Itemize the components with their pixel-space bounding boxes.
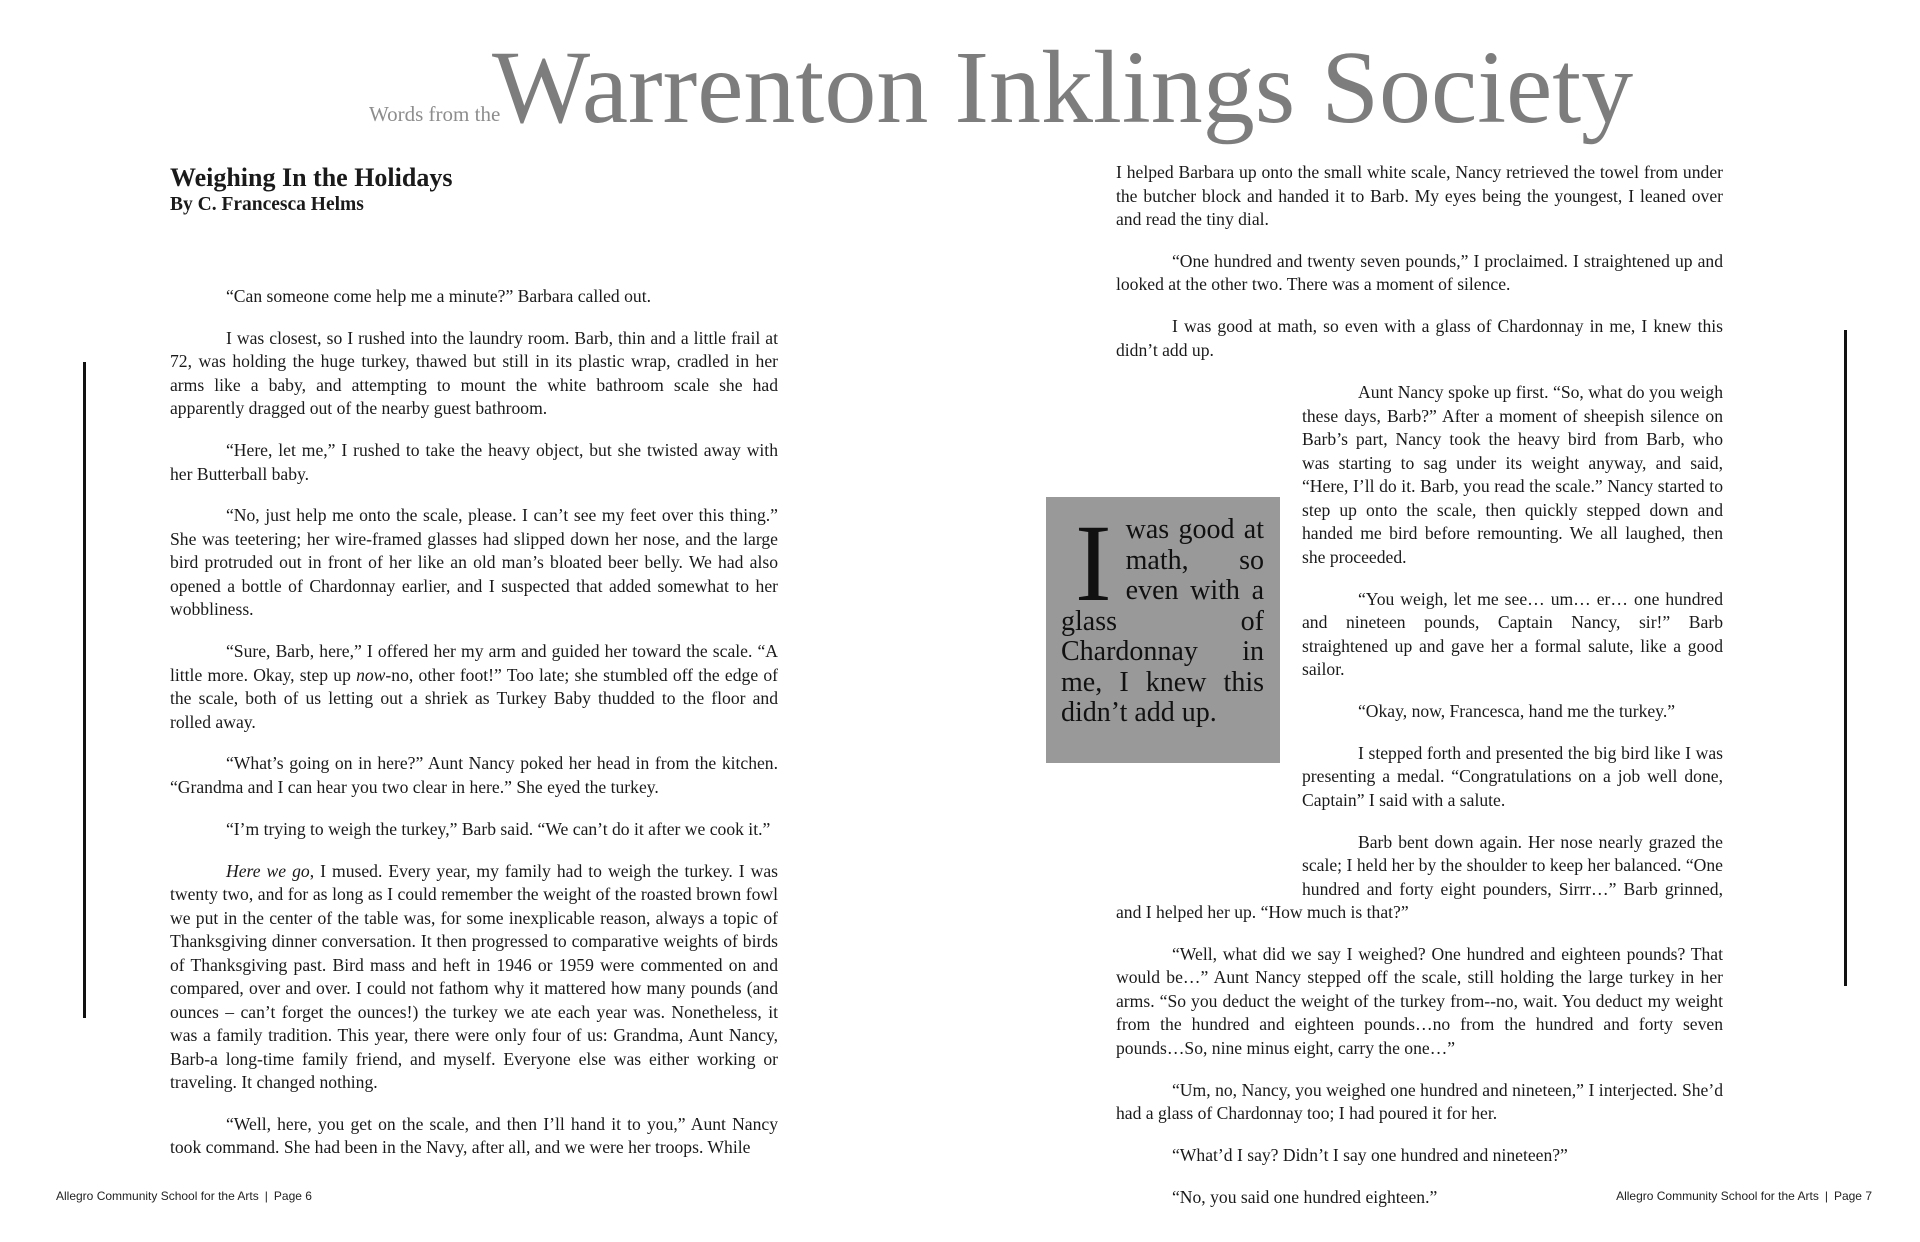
paragraph: “What’d I say? Didn’t I say one hundred and nineteen?” [1172, 1144, 1568, 1165]
footer-page-number: Page 7 [1833, 1189, 1872, 1203]
footer-right [1616, 1189, 1872, 1203]
paragraph: “I’m trying to weigh the turkey,” Barb said. “We can’t do it after we cook it.” [226, 818, 771, 839]
footer-separator: | [264, 1189, 268, 1203]
paragraph: “Can someone come help me a minute?” Barbara called out. [226, 286, 652, 306]
paragraph: “No, you said one hundred eighteen.” [1172, 1186, 1438, 1207]
paragraph: “Okay, now, Francesca, hand me the turkey.” [1358, 700, 1676, 721]
footer-left [56, 1189, 312, 1203]
story-byline: By C. Francesca Helms [170, 194, 364, 215]
paragraph: “Sure, Barb, here,” I offered her my arm and guided her toward the scale. “A little more. Okay, step up now-no, other foot!” Too late; she stumbled off the edge of the scale, both of us letting out a shriek as Turkey Baby thudded to the floor and rolled away. [170, 641, 778, 732]
paragraph: I was good at math, so even with a glass of Chardonnay in me, I knew this didn’t add up. [1116, 316, 1723, 360]
paragraph: Aunt Nancy spoke up first. “So, what do you weigh these days, Barb?” After a moment of sheepish silence on Barb’s part, Nancy took the heavy bird from Barb, who was starting to sag under its weight anyway, and said, “Here, I’ll do it. Barb, you read the scale.” Nancy started to step up onto the scale, then quickly stepped down and handed me bird before remounting. We all laughed, then she proceeded. [1302, 382, 1723, 567]
right-margin-rule [1844, 330, 1847, 986]
left-column [170, 285, 778, 1178]
footer-school: Allegro Community School for the Arts [56, 1189, 259, 1203]
footer-school: Allegro Community School for the Arts [1616, 1189, 1819, 1203]
pull-quote-drop-cap: I [1075, 502, 1112, 624]
paragraph: Barb bent down again. Her nose nearly grazed the scale; I held her by the shoulder to keep her balanced. “One hundred and forty eight pounders, Sirrr…” Barb grinned, and I helped her up. “How much is that?” [1116, 831, 1723, 923]
paragraph: “Here, let me,” I rushed to take the heavy object, but she twisted away with her Butterball baby. [170, 440, 778, 484]
story-title: Weighing In the Holidays [170, 163, 453, 192]
paragraph: I helped Barbara up onto the small white scale, Nancy retrieved the towel from under the butcher block and handed it to Barb. My eyes being the youngest, I leaned over and read the tiny dial. [1116, 162, 1723, 229]
masthead-title: Warrenton Inklings Society [492, 30, 1634, 145]
pull-quote-text: was good at math, so even with a glass of Chardonnay in me, I knew this didn’t add up. [1061, 514, 1264, 728]
paragraph: “You weigh, let me see… um… er… one hundred and nineteen pounds, Captain Nancy, sir!” Barb straightened up and gave her a formal salute, like a good sailor. [1302, 588, 1723, 680]
masthead [0, 30, 1920, 145]
paragraph: “One hundred and twenty seven pounds,” I proclaimed. I straightened up and looked at the other two. There was a moment of silence. [1116, 250, 1723, 295]
pull-quote [1046, 497, 1280, 763]
left-margin-rule [83, 362, 86, 1018]
paragraph: “Well, here, you get on the scale, and then I’ll hand it to you,” Aunt Nancy took command. She had been in the Navy, after all, and we were her troops. While [170, 1113, 778, 1158]
masthead-kicker: Words from the [369, 102, 501, 126]
paragraph: “What’s going on in here?” Aunt Nancy poked her head in from the kitchen. “Grandma and I can hear you two clear in here.” She eyed the turkey. [170, 753, 778, 797]
footer-page-number: Page 6 [273, 1189, 312, 1203]
paragraph: “No, just help me onto the scale, please. I can’t see my feet over this thing.” She was teetering; her wire-framed glasses had slipped down her nose, and the large bird protruded out in front of her like an old man’s bloated beer belly. We had also opened a bottle of Chardonnay earlier, and I suspected that added somewhat to her wobbliness. [170, 505, 778, 620]
paragraph: Here we go, I mused. Every year, my family had to weigh the turkey. I was twenty two, and for as long as I could remember the weight of the roasted brown fowl we put in the center of the table was, for some inexplicable reason, always a topic of Thanksgiving dinner conversation. It then progressed to comparative weights of birds of Thanksgiving past. Bird mass and heft in 1946 or 1959 were commented on and compared, over and over. I could not fathom why it mattered how many pounds (and ounces – can’t forget the ounces!) the turkey we ate each year was. Nonetheless, it was a family tradition. This year, there were only four of us: Grandma, Aunt Nancy, Barb-a long-time family friend, and myself. Everyone else was either working or traveling. It changed nothing. [170, 860, 779, 1093]
paragraph: “Well, what did we say I weighed? One hundred and eighteen pounds? That would be…” Aunt Nancy stepped off the scale, still holding the large turkey in her arms. “So you deduct the weight of the turkey from--no, wait. You deduct my weight from the hundred and eighteen pounds…no from the hundred and forty seven pounds…So, nine minus eight, carry the one…” [1116, 943, 1723, 1058]
paragraph: I was closest, so I rushed into the laundry room. Barb, thin and a little frail at 72, was holding the huge turkey, thawed but still in its plastic wrap, cradled in her arms like a baby, and attempting to mount the white bathroom scale she had apparently dragged out of the nearby guest bathroom. [170, 327, 778, 419]
paragraph: I stepped forth and presented the big bird like I was presenting a medal. “Congratulations on a job well done, Captain” I said with a salute. [1302, 742, 1723, 810]
footer-separator: | [1824, 1189, 1828, 1203]
paragraph: “Um, no, Nancy, you weighed one hundred and nineteen,” I interjected. She’d had a glass of Chardonnay too; I had poured it for her. [1116, 1079, 1723, 1124]
